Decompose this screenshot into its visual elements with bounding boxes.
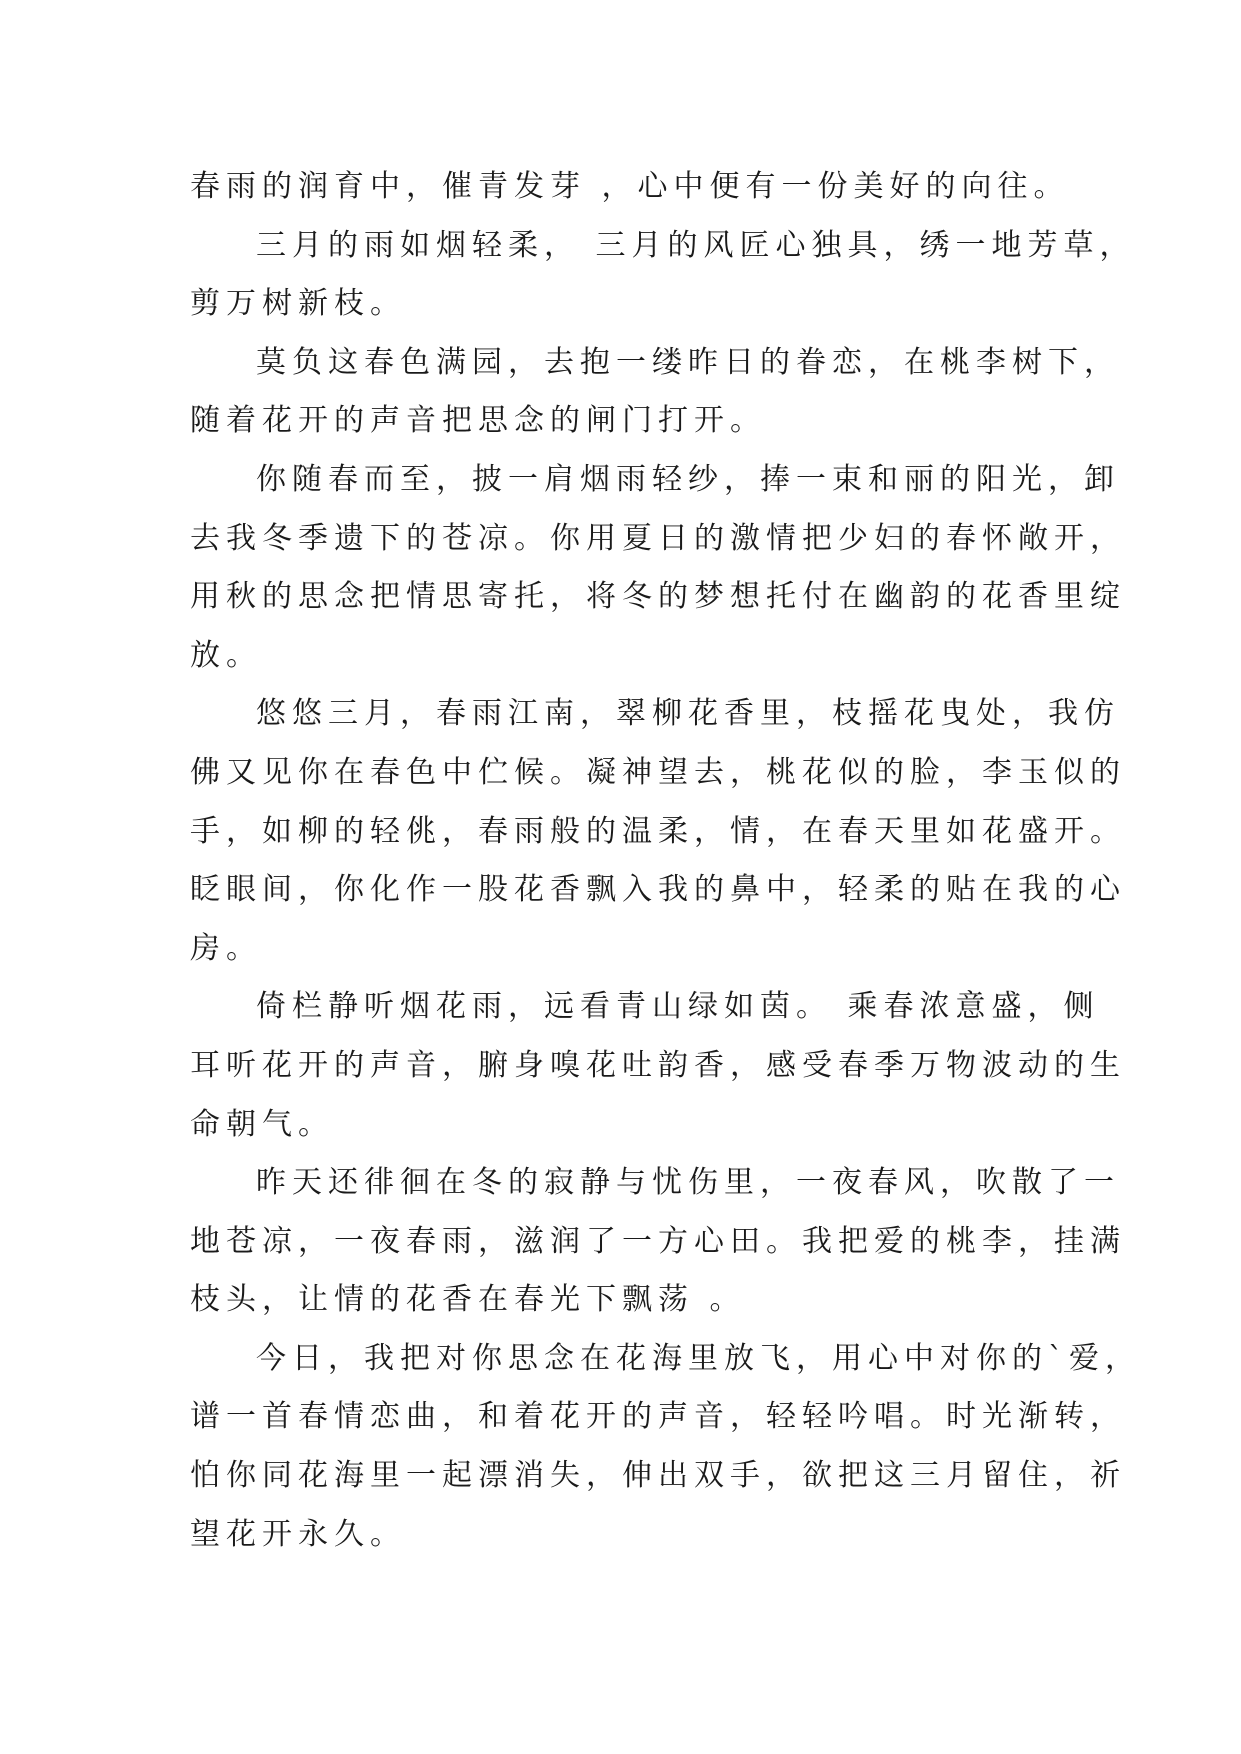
text-line: 今日，我把对你思念在花海里放飞，用心中对你的`爱， (256, 1340, 1141, 1376)
text-line: 眨眼间，你化作一股花香飘入我的鼻中，轻柔的贴在我的心 (190, 872, 1126, 908)
text-line: 手，如柳的轻佻，春雨般的温柔，情，在春天里如花盛开。 (190, 813, 1126, 849)
text-line: 倚栏静听烟花雨，远看青山绿如茵。 乘春浓意盛，侧 (256, 989, 1100, 1025)
text-line: 去我冬季遗下的苍凉。你用夏日的激情把少妇的春怀敞开， (190, 520, 1126, 556)
document-body (190, 158, 1141, 1564)
text-line: 莫负这春色满园，去抱一缕昨日的眷恋，在桃李树下， (256, 344, 1120, 380)
text-line: 春雨的润育中，催青发芽 ，心中便有一份美好的向往。 (190, 169, 1070, 204)
text-line: 耳听花开的声音，腑身嗅花吐韵香，感受春季万物波动的生 (190, 1047, 1126, 1083)
text-line: 望花开永久。 (190, 1516, 406, 1552)
text-line: 昨天还徘徊在冬的寂静与忧伤里，一夜春风，吹散了一 (256, 1165, 1120, 1201)
text-line: 放。 (190, 637, 262, 673)
text-line: 随着花开的声音把思念的闸门打开。 (190, 403, 766, 439)
text-line: 剪万树新枝。 (190, 286, 406, 322)
text-line: 命朝气。 (190, 1106, 334, 1142)
text-line: 用秋的思念把情思寄托，将冬的梦想托付在幽韵的花香里绽 (190, 579, 1126, 615)
text-line: 怕你同花海里一起漂消失，伸出双手，欲把这三月留住，祈 (190, 1458, 1126, 1494)
text-line: 谱一首春情恋曲，和着花开的声音，轻轻吟唱。时光渐转， (190, 1399, 1126, 1435)
text-line: 你随春而至，披一肩烟雨轻纱，捧一束和丽的阳光，卸 (256, 461, 1120, 497)
text-line: 佛又见你在春色中伫候。凝神望去，桃花似的脸，李玉似的 (190, 754, 1126, 790)
text-line: 枝头，让情的花香在春光下飘荡 。 (190, 1282, 746, 1318)
text-line: 房。 (190, 930, 262, 966)
text-line: 地苍凉，一夜春雨，滋润了一方心田。我把爱的桃李，挂满 (190, 1223, 1126, 1259)
text-line: 悠悠三月，春雨江南，翠柳花香里，枝摇花曳处，我仿 (256, 696, 1120, 732)
text-line: 三月的雨如烟轻柔， 三月的风匠心独具，绣一地芳草， (256, 227, 1136, 263)
